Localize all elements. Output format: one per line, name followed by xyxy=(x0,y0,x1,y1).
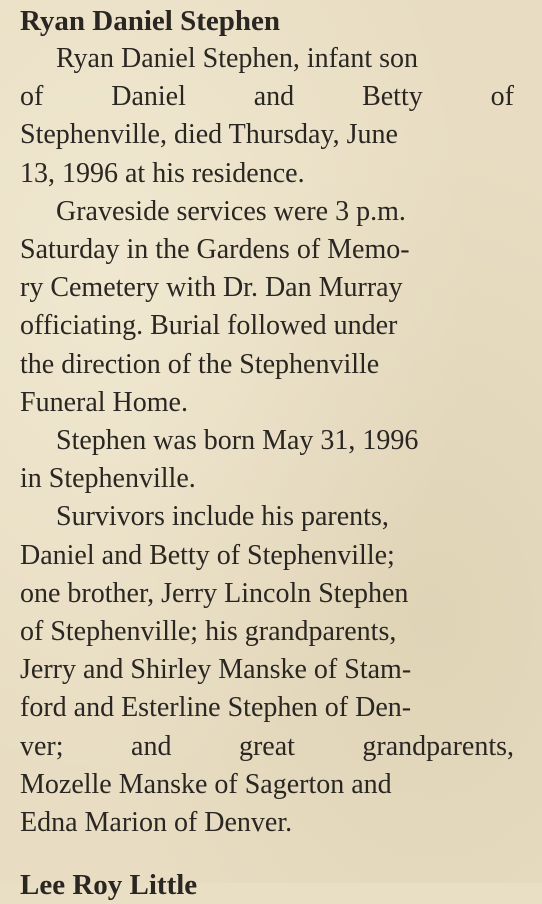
word: Daniel xyxy=(111,81,186,113)
text-line: Ryan Daniel Stephen, infant son xyxy=(56,43,419,74)
text-line: in Stephenville. xyxy=(20,463,196,495)
word: Betty xyxy=(362,81,423,113)
text-line: Daniel and Betty of Stephenville; xyxy=(20,539,395,571)
text-line: the direction of the Stephenville xyxy=(20,348,380,380)
text-line: 13, 1996 at his residence. xyxy=(20,157,305,189)
text-line: officiating. Burial followed under xyxy=(20,310,398,342)
word: grandparents, xyxy=(362,730,514,762)
word: ver; xyxy=(20,730,64,762)
text-line: ry Cemetery with Dr. Dan Murray xyxy=(20,272,403,304)
word: and xyxy=(131,730,172,762)
obituary-paragraph-services xyxy=(20,193,514,422)
obituary-headline: Ryan Daniel Stephen xyxy=(20,5,281,37)
next-obituary-headline-cropped: Lee Roy Little xyxy=(20,869,198,901)
text-line: Stephen was born May 31, 1996 xyxy=(56,425,419,457)
text-line-spaced xyxy=(20,78,514,116)
text-line: Saturday in the Gardens of Memo- xyxy=(20,234,410,266)
word: and xyxy=(253,81,295,113)
text-line: Survivors include his parents, xyxy=(56,501,389,533)
text-line: Edna Marion of Denver. xyxy=(20,807,293,839)
text-line: Funeral Home. xyxy=(20,386,188,418)
text-line: Jerry and Shirley Manske of Stam- xyxy=(20,654,412,686)
word: of xyxy=(20,81,44,113)
obituary-paragraph-survivors xyxy=(20,498,514,842)
word: great xyxy=(238,730,295,762)
text-line: Graveside services were 3 p.m. xyxy=(56,195,406,227)
text-line: Stephenville, died Thursday, June xyxy=(20,119,398,151)
text-line: of Stephenville; his grandparents, xyxy=(20,616,397,648)
obituary-column xyxy=(20,0,514,842)
obituary-paragraph-birth xyxy=(20,422,514,498)
text-line: one brother, Jerry Lincoln Stephen xyxy=(20,577,409,609)
text-line-spaced xyxy=(20,728,514,766)
word: of xyxy=(490,81,514,113)
text-line: ford and Esterline Stephen of Den- xyxy=(20,692,412,724)
obituary-paragraph-intro xyxy=(20,40,514,193)
text-line: Mozelle Manske of Sagerton and xyxy=(20,768,392,800)
